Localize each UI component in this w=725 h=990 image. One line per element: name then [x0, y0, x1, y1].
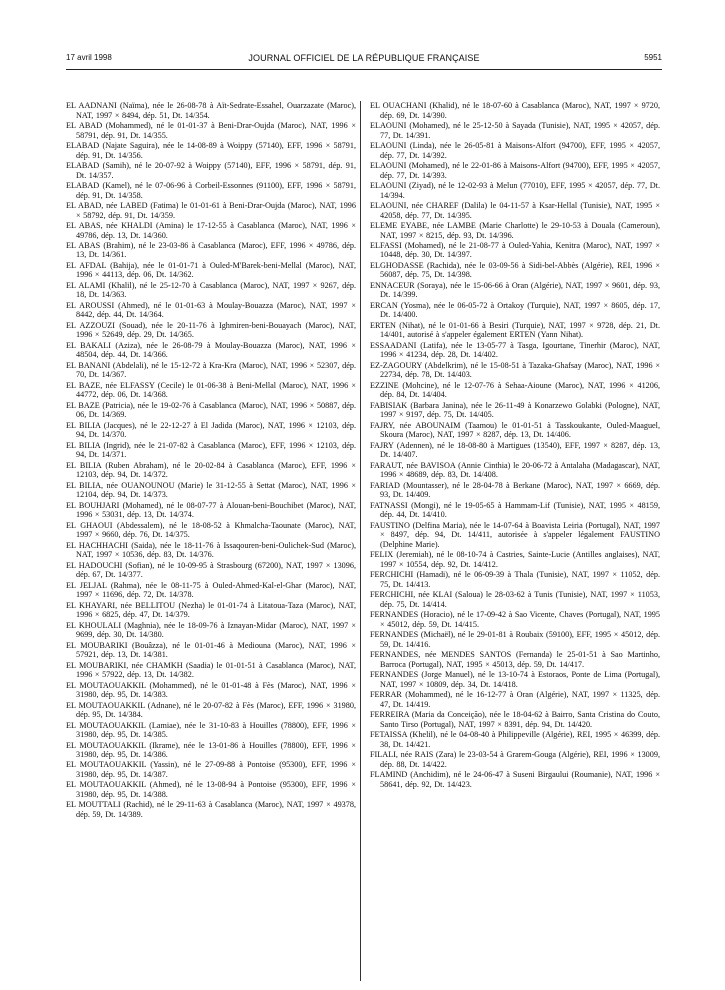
naturalization-entry: EL MOUTAOUAKKIL (Ahmed), né le 13-08-94 à Pontoise (95300), EFF, 1996 × 31980, dép. 95, Dt. 14/388.: [66, 780, 356, 800]
naturalization-entry: FERNANDES (Horacio), né le 17-09-42 à Sao Vicente, Chaves (Portugal), NAT, 1995 × 45012, dép. 59, Dt. 14/415.: [370, 610, 660, 629]
naturalization-entry: EZZINE (Mohcine), né le 12-07-76 à Sehaa-Aioune (Maroc), NAT, 1996 × 41206, dép. 84, Dt. 14/404.: [370, 380, 660, 400]
naturalization-entry: EL BAZE (Patricia), née le 19-02-76 à Casablanca (Maroc), NAT, 1996 × 50887, dép. 06, Dt. 14/369.: [66, 400, 356, 420]
naturalization-entry: EL AROUSSI (Ahmed), né le 01-01-63 à Moulay-Bouazza (Maroc), NAT, 1997 × 8442, dép. 44, Dt. 14/364.: [66, 300, 356, 320]
naturalization-entry: FILALI, née RAIS (Zara) le 23-03-54 à Grarem-Gouga (Algérie), REI, 1996 × 13009, dép. 88, Dt. 14/422.: [370, 750, 660, 769]
right-column: [370, 101, 660, 790]
naturalization-entry: ELAOUNI (Ziyad), né le 12-02-93 à Melun (77010), EFF, 1995 × 42057, dép. 77, Dt. 14/394.: [370, 180, 660, 200]
header-page-number: 5951: [644, 53, 662, 62]
header-date: 17 avril 1998: [66, 53, 112, 62]
naturalization-entry: ESSAADANI (Latifa), née le 13-05-77 à Tasga, Igourtane, Tinerhir (Maroc), NAT, 1996 × 41234, dép. 28, Dt. 14/402.: [370, 340, 660, 360]
naturalization-entry: EL BILIA (Ruben Abraham), né le 20-02-84 à Casablanca (Maroc), EFF, 1996 × 12103, dép. 94, Dt. 14/372.: [66, 460, 356, 480]
naturalization-entry: EL HACHHACHI (Saida), née le 18-11-76 à Issaqouren-beni-Oulichek-Sud (Maroc), NAT, 1997 × 10536, dép. 83, Dt. 14/376.: [66, 540, 356, 560]
naturalization-entry: EL ABAS, née KHALDI (Amina) le 17-12-55 à Casablanca (Maroc), NAT, 1996 × 49786, dép. 13, Dt. 14/360.: [66, 220, 356, 240]
naturalization-entry: EL ABAD (Mohammed), né le 01-01-37 à Beni-Drar-Oujda (Maroc), NAT, 1996 × 58791, dép. 91, Dt. 14/355.: [66, 120, 356, 140]
naturalization-entry: ENNACEUR (Soraya), née le 15-06-66 à Oran (Algérie), NAT, 1997 × 9601, dép. 93, Dt. 14/399.: [370, 280, 660, 300]
naturalization-entry: EL HADOUCHI (Sofian), né le 10-09-95 à Strasbourg (67200), NAT, 1997 × 13096, dép. 67, Dt. 14/377.: [66, 560, 356, 580]
naturalization-entry: FLAMIND (Anchidim), né le 24-06-47 à Suseni Birgaului (Roumanie), NAT, 1996 × 58641, dép. 92, Dt. 14/423.: [370, 770, 660, 789]
naturalization-entry: FARIAD (Mountasser), né le 28-04-78 à Berkane (Maroc), NAT, 1997 × 6669, dép. 93, Dt. 14/409.: [370, 480, 660, 500]
naturalization-entry: FATNASSI (Mongi), né le 19-05-65 à Hammam-Lif (Tunisie), NAT, 1995 × 48159, dép. 44, Dt. 14/410.: [370, 500, 660, 520]
naturalization-entry: FERCHICHI, née KLAI (Saloua) le 28-03-62 à Tunis (Tunisie), NAT, 1997 × 11053, dép. 75, Dt. 14/414.: [370, 590, 660, 609]
naturalization-entry: EL AZZOUZI (Souad), née le 20-11-76 à Ighmiren-beni-Bouayach (Maroc), NAT, 1996 × 52649, dép. 29, Dt. 14/365.: [66, 320, 356, 340]
page-header: [66, 51, 662, 65]
naturalization-entry: EL BAKALI (Aziza), née le 26-08-79 à Moulay-Bouazza (Maroc), NAT, 1996 × 48504, dép. 44, Dt. 14/366.: [66, 340, 356, 360]
naturalization-entry: EL BILIA (Jacques), né le 22-12-27 à El Jadida (Maroc), NAT, 1996 × 12103, dép. 94, Dt. 14/370.: [66, 420, 356, 440]
naturalization-entry: EL MOUTAOUAKKIL (Ikrame), née le 13-01-86 à Houilles (78800), EFF, 1996 × 31980, dép. 95, Dt. 14/386.: [66, 740, 356, 760]
naturalization-entry: EL MOUTTALI (Rachid), né le 29-11-63 à Casablanca (Maroc), NAT, 1997 × 49378, dép. 59, Dt. 14/389.: [66, 800, 356, 820]
naturalization-entry: EL GHAOUI (Abdessalem), né le 18-08-52 à Khmalcha-Taounate (Maroc), NAT, 1997 × 9660, dép. 76, Dt. 14/375.: [66, 520, 356, 540]
naturalization-entry: FAJRY, née ABOUNAIM (Taamou) le 01-01-51 à Tasskoukante, Ouled-Maaguel, Skoura (Maroc), NAT, 1997 × 8287, dép. 13, Dt. 14/406.: [370, 420, 660, 440]
naturalization-entry: EL JELJAL (Rahma), née le 08-11-75 à Ouled-Ahmed-Kal-el-Ghar (Maroc), NAT, 1997 × 11696, dép. 72, Dt. 14/378.: [66, 580, 356, 600]
naturalization-entry: ELABAD (Samih), né le 20-07-92 à Woippy (57140), EFF, 1996 × 58791, dép. 91, Dt. 14/357.: [66, 160, 356, 180]
naturalization-entry: EL MOUBARIKI (Bouâzza), né le 01-01-46 à Mediouna (Maroc), NAT, 1996 × 57921, dép. 13, Dt. 14/381.: [66, 640, 356, 660]
naturalization-entry: EL ALAMI (Khalil), né le 25-12-70 à Casablanca (Maroc), NAT, 1997 × 9267, dép. 18, Dt. 14/363.: [66, 280, 356, 300]
left-column: [66, 101, 356, 820]
naturalization-entry: FERRAR (Mohammed), né le 16-12-77 à Oran (Algérie), NAT, 1997 × 11325, dép. 47, Dt. 14/419.: [370, 690, 660, 709]
naturalization-entry: EL OUACHANI (Khalid), né le 18-07-60 à Casablanca (Maroc), NAT, 1997 × 9720, dép. 69, Dt. 14/390.: [370, 101, 660, 120]
naturalization-entry: FERREIRA (Maria da Conceição), née le 18-04-62 à Bairro, Santa Cristina do Couto, Santo Tirso (Portugal), NAT, 1997 × 8391, dép. 94, Dt. 14/420.: [370, 710, 660, 729]
naturalization-entry: EL KHOULALI (Maghnia), née le 18-09-76 à Iznayan-Midar (Maroc), NAT, 1997 × 9699, dép. 30, Dt. 14/380.: [66, 620, 356, 640]
header-journal-title: JOURNAL OFFICIEL DE LA RÉPUBLIQUE FRANÇAISE: [248, 53, 480, 63]
naturalization-entry: EL KHAYARI, née BELLITOU (Nezha) le 01-01-74 à Litatoua-Taza (Maroc), NAT, 1996 × 6825, dép. 47, Dt. 14/379.: [66, 600, 356, 620]
naturalization-entry: ELEME EYABE, née LAMBE (Marie Charlotte) le 29-10-53 à Douala (Cameroun), NAT, 1997 × 8215, dép. 93, Dt. 14/396.: [370, 220, 660, 240]
header-rule: [66, 69, 662, 70]
naturalization-entry: EL AADNANI (Naïma), née le 26-08-78 à Aït-Sedrate-Essahel, Ouarzazate (Maroc), NAT, 1997 × 8494, dép. 51, Dt. 14/354.: [66, 101, 356, 120]
naturalization-entry: EL AFDAL (Bahija), née le 01-01-71 à Ouled-M'Barek-beni-Mellal (Maroc), NAT, 1996 × 44113, dép. 06, Dt. 14/362.: [66, 260, 356, 280]
naturalization-entry: ERCAN (Yosma), née le 06-05-72 à Ortakoy (Turquie), NAT, 1997 × 8605, dép. 17, Dt. 14/400.: [370, 300, 660, 320]
naturalization-entry: ELAOUNI (Linda), née le 26-05-81 à Maisons-Alfort (94700), EFF, 1995 × 42057, dép. 77, Dt. 14/392.: [370, 140, 660, 160]
naturalization-entry: FERNANDES (Jorge Manuel), né le 13-10-74 à Estoraos, Ponte de Lima (Portugal), NAT, 1997 × 10809, dép. 34, Dt. 14/418.: [370, 670, 660, 689]
column-divider: [360, 101, 361, 981]
naturalization-entry: EL MOUTAOUAKKIL (Yassin), né le 27-09-88 à Pontoise (95300), EFF, 1996 × 31980, dép. 95, Dt. 14/387.: [66, 760, 356, 780]
naturalization-entry: FARAUT, née BAVISOA (Annie Cinthia) le 20-06-72 à Antalaha (Madagascar), NAT, 1996 × 48689, dép. 83, Dt. 14/408.: [370, 460, 660, 480]
naturalization-entry: EL ABAS (Brahim), né le 23-03-86 à Casablanca (Maroc), EFF, 1996 × 49786, dép. 13, Dt. 14/361.: [66, 240, 356, 260]
naturalization-entry: EL MOUBARIKI, née CHAMKH (Saadia) le 01-01-51 à Casablanca (Maroc), NAT, 1996 × 57922, dép. 13, Dt. 14/382.: [66, 660, 356, 680]
naturalization-entry: EL BANANI (Abdelali), né le 15-12-72 à Kra-Kra (Maroc), NAT, 1996 × 52307, dép. 70, Dt. 14/367.: [66, 360, 356, 380]
naturalization-entry: EL BOUHJARI (Mohamed), né le 08-07-77 à Alouan-beni-Bouchibet (Maroc), NAT, 1996 × 53031, dép. 13, Dt. 14/374.: [66, 500, 356, 520]
naturalization-entry: ELAOUNI, née CHAREF (Dalila) le 04-11-57 à Ksar-Hellal (Tunisie), NAT, 1995 × 42058, dép. 77, Dt. 14/395.: [370, 200, 660, 220]
naturalization-entry: FETAISSA (Khelil), né le 04-08-40 à Philippeville (Algérie), REI, 1995 × 46399, dép. 38, Dt. 14/421.: [370, 730, 660, 749]
naturalization-entry: ELGHODASSE (Rachida), née le 03-09-56 à Sidi-bel-Abbès (Algérie), REI, 1996 × 56087, dép. 75, Dt. 14/398.: [370, 260, 660, 280]
naturalization-entry: ELABAD (Najate Saguira), née le 14-08-89 à Woippy (57140), EFF, 1996 × 58791, dép. 91, Dt. 14/356.: [66, 140, 356, 160]
naturalization-entry: ELFASSI (Mohamed), né le 21-08-77 à Ouled-Yahia, Kenitra (Maroc), NAT, 1997 × 10448, dép. 30, Dt. 14/397.: [370, 240, 660, 260]
naturalization-entry: FAJRY (Adennen), né le 18-08-80 à Martigues (13540), EFF, 1997 × 8287, dép. 13, Dt. 14/407.: [370, 440, 660, 460]
naturalization-entry: ELAOUNI (Mohamed), né le 25-12-50 à Sayada (Tunisie), NAT, 1995 × 42057, dép. 77, Dt. 14/391.: [370, 120, 660, 140]
naturalization-entry: EL BILIA, née OUANOUNOU (Marie) le 31-12-55 à Settat (Maroc), NAT, 1996 × 12104, dép. 94, Dt. 14/373.: [66, 480, 356, 500]
naturalization-entry: FERNANDES (Michaël), né le 29-01-81 à Roubaix (59100), EFF, 1995 × 45012, dép. 59, Dt. 14/416.: [370, 630, 660, 649]
naturalization-entry: ERTEN (Nihat), né le 01-01-66 à Besiri (Turquie), NAT, 1997 × 9728, dép. 21, Dt. 14/401, autorisé à s'appeler également ERTEN (Yann Nihat).: [370, 320, 660, 340]
naturalization-entry: FERCHICHI (Hamadi), né le 06-09-39 à Thala (Tunisie), NAT, 1997 × 11052, dép. 75, Dt. 14/413.: [370, 570, 660, 589]
naturalization-entry: ELAOUNI (Mohamed), né le 22-01-86 à Maisons-Alfort (94700), EFF, 1995 × 42057, dép. 77, Dt. 14/393.: [370, 160, 660, 180]
naturalization-entry: EL ABAD, née LABED (Fatima) le 01-01-61 à Beni-Drar-Oujda (Maroc), NAT, 1996 × 58792, dép. 91, Dt. 14/359.: [66, 200, 356, 220]
naturalization-entry: EZ-ZAGOURY (Abdelkrim), né le 15-08-51 à Tazaka-Ghafsay (Maroc), NAT, 1996 × 22734, dép. 78, Dt. 14/403.: [370, 360, 660, 380]
naturalization-entry: ELABAD (Kamel), né le 07-06-96 à Corbeil-Essonnes (91100), EFF, 1996 × 58791, dép. 91, Dt. 14/358.: [66, 180, 356, 200]
naturalization-entry: FABISIAK (Barbara Janina), née le 26-11-49 à Konarzewo Golabki (Pologne), NAT, 1997 × 9197, dép. 75, Dt. 14/405.: [370, 400, 660, 420]
naturalization-entry: FELIX (Jeremiah), né le 08-10-74 à Castries, Sainte-Lucie (Antilles anglaises), NAT, 1997 × 10554, dép. 92, Dt. 14/412.: [370, 550, 660, 569]
naturalization-entry: EL MOUTAOUAKKIL (Mohammed), né le 01-01-48 à Fès (Maroc), NAT, 1996 × 31980, dép. 95, Dt. 14/383.: [66, 680, 356, 700]
naturalization-entry: FERNANDES, née MENDES SANTOS (Fernanda) le 25-01-51 à Sao Martinho, Barroca (Portugal), NAT, 1995 × 45013, dép. 59, Dt. 14/417.: [370, 650, 660, 669]
naturalization-entry: EL MOUTAOUAKKIL (Adnane), né le 20-07-82 à Fès (Maroc), EFF, 1996 × 31980, dép. 95, Dt. 14/384.: [66, 700, 356, 720]
naturalization-entry: FAUSTINO (Delfina Maria), née le 14-07-64 à Boavista Leiria (Portugal), NAT, 1997 × 8497, dép. 94, Dt. 14/411, autorisée à s'appeler légalement FAUSTINO (Delphine Marie).: [370, 520, 660, 549]
naturalization-entry: EL BAZE, née ELFASSY (Cecile) le 01-06-38 à Beni-Mellal (Maroc), NAT, 1996 × 44772, dép. 06, Dt. 14/368.: [66, 380, 356, 400]
naturalization-entry: EL MOUTAOUAKKIL (Lamiae), née le 31-10-83 à Houilles (78800), EFF, 1996 × 31980, dép. 95, Dt. 14/385.: [66, 720, 356, 740]
naturalization-entry: EL BILIA (Ingrid), née le 21-07-82 à Casablanca (Maroc), EFF, 1996 × 12103, dép. 94, Dt. 14/371.: [66, 440, 356, 460]
